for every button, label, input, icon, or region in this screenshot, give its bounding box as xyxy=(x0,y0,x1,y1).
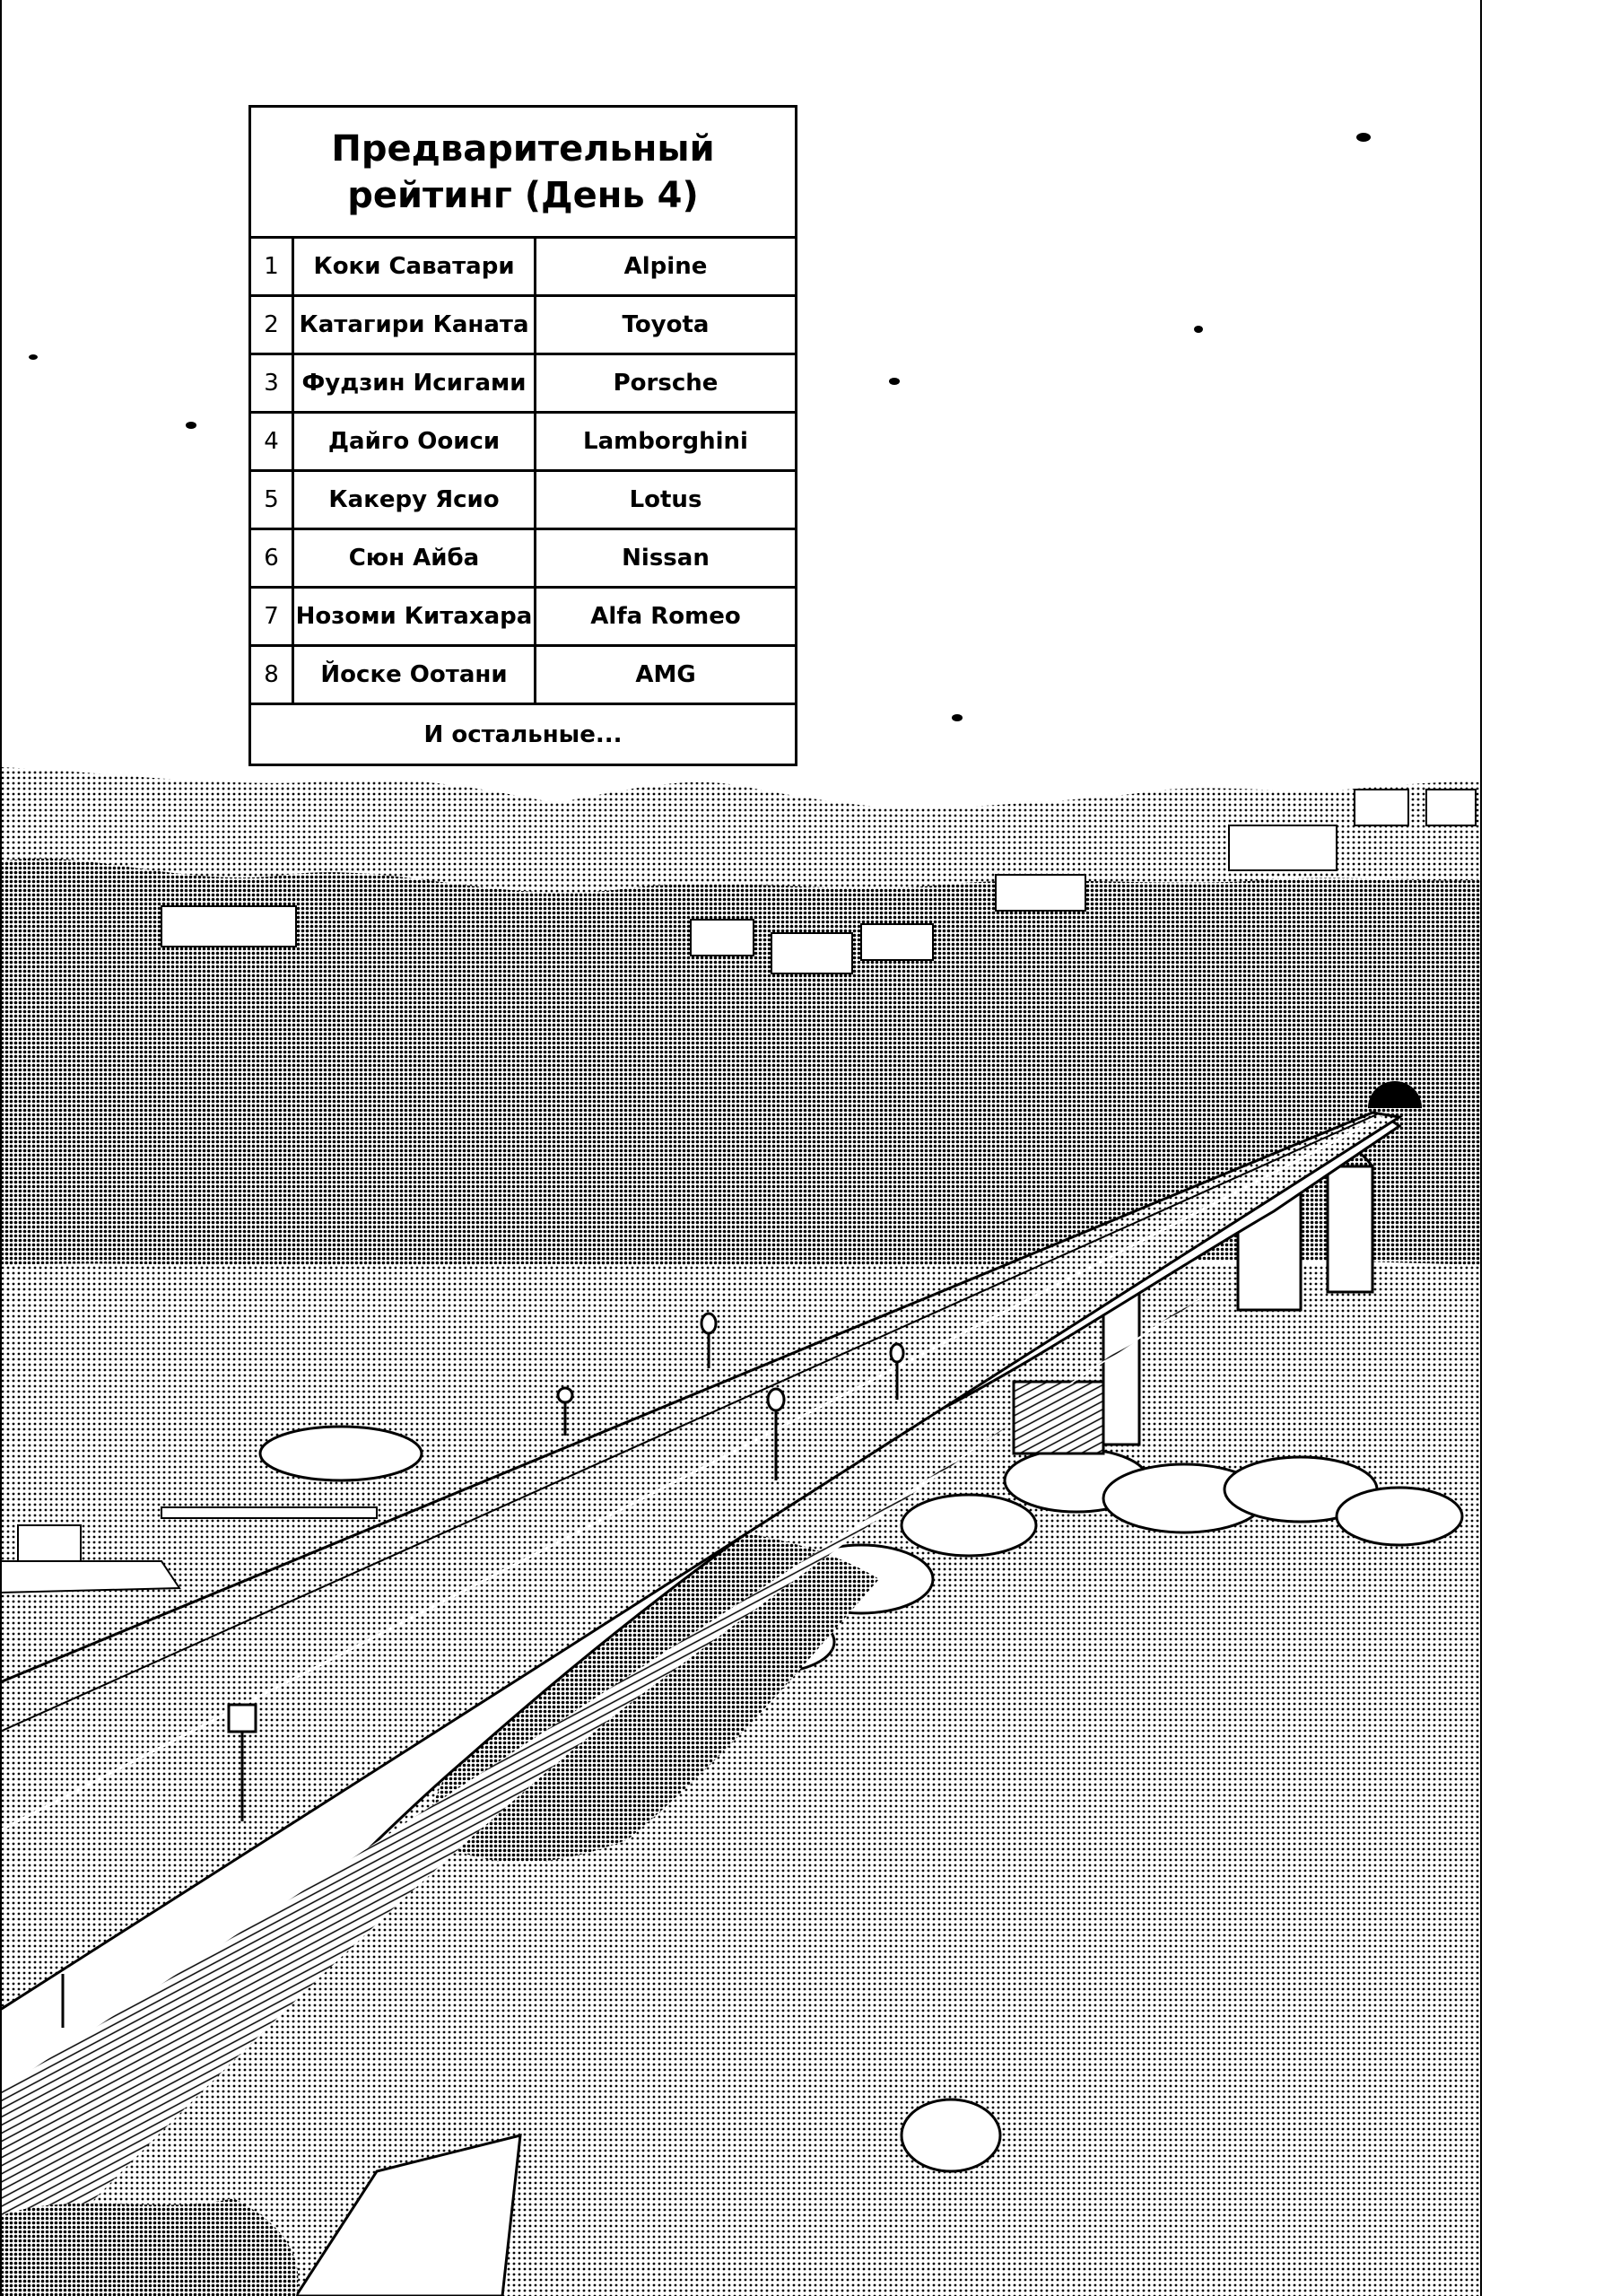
team-cell: Alfa Romeo xyxy=(590,603,741,630)
position-cell: 2 xyxy=(251,297,294,353)
team-cell: Porsche xyxy=(613,370,719,397)
position-cell: 4 xyxy=(251,414,294,469)
driver-name-cell: Катагири Каната xyxy=(294,297,536,353)
position-cell: 8 xyxy=(251,647,294,703)
table-row xyxy=(251,530,795,589)
table-row xyxy=(251,589,795,647)
position-cell: 7 xyxy=(251,589,294,644)
team-cell: Lotus xyxy=(629,486,702,513)
team-cell: Nissan xyxy=(622,545,710,572)
table-row xyxy=(251,414,795,472)
driver-name-cell: Дайго Ооиси xyxy=(294,414,536,469)
driver-name-cell: Фудзин Исигами xyxy=(294,355,536,411)
ranking-footer: И остальные... xyxy=(423,720,623,748)
position-cell: 5 xyxy=(251,472,294,528)
team-cell: Lamborghini xyxy=(583,428,748,455)
position-cell: 3 xyxy=(251,355,294,411)
ranking-table xyxy=(248,105,797,766)
team-cell: Alpine xyxy=(623,253,708,280)
table-row xyxy=(251,472,795,530)
table-row xyxy=(251,647,795,705)
table-row xyxy=(251,355,795,414)
position-cell: 6 xyxy=(251,530,294,586)
driver-name-cell: Сюн Айба xyxy=(294,530,536,586)
ranking-title: Предварительный рейтинг (День 4) xyxy=(251,108,795,239)
driver-name-cell: Какеру Ясио xyxy=(294,472,536,528)
driver-name-cell: Нозоми Китахара xyxy=(294,589,536,644)
table-row xyxy=(251,239,795,297)
position-cell: 1 xyxy=(251,239,294,294)
table-row xyxy=(251,297,795,355)
driver-name-cell: Йоске Оотани xyxy=(294,647,536,703)
driver-name-cell: Коки Саватари xyxy=(294,239,536,294)
team-cell: AMG xyxy=(635,661,696,688)
team-cell: Toyota xyxy=(622,311,710,338)
